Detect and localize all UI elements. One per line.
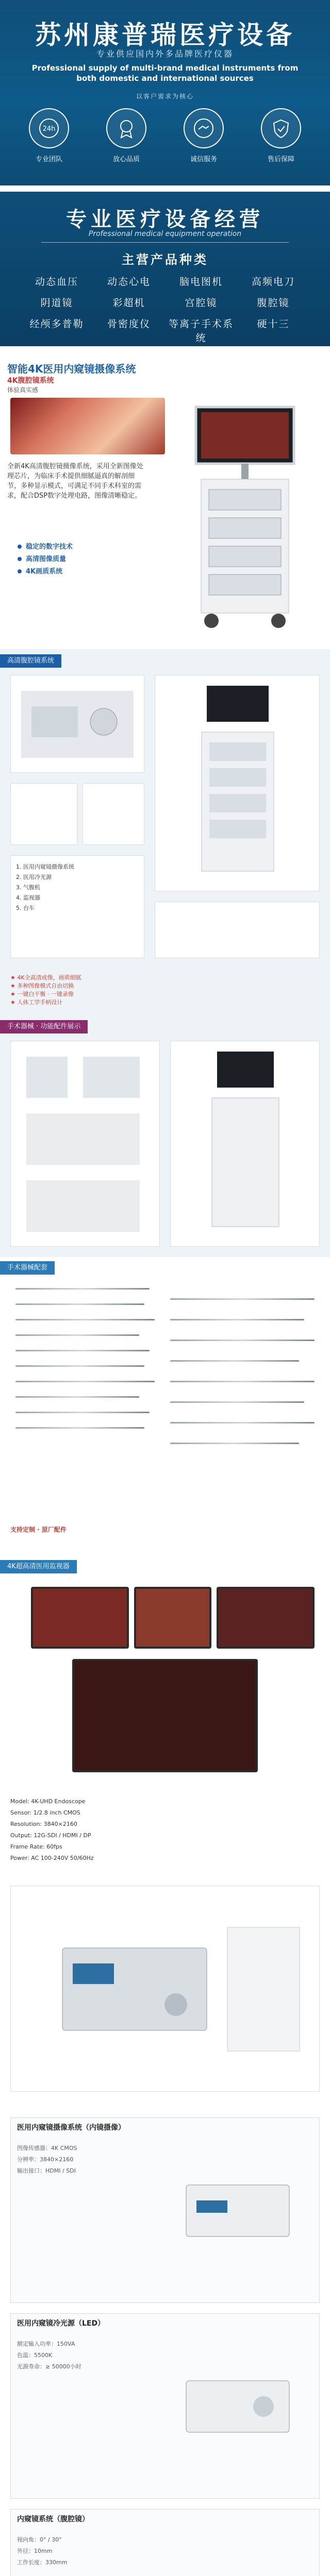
- category-heading: 专业医疗设备经营: [66, 207, 264, 231]
- instrument-rod: [170, 1401, 304, 1403]
- light-cable-photo: [82, 783, 144, 845]
- instrument-rod: [15, 1288, 150, 1290]
- svg-text:24h: 24h: [42, 125, 56, 133]
- intro-description: 全新4K高清腹腔镜摄像系统，采用全新图像处理芯片，为临床手术提供细腻逼真的解剖细节，多种显示模式，可满足不同手术科室的需求，配合DSP数字处理电路，图像清晰稳定。: [7, 463, 143, 500]
- panel-title: 医用内窥镜冷光源（LED）: [17, 2319, 105, 2328]
- instrument-rod: [170, 1298, 315, 1300]
- category-item: 高频电刀: [251, 276, 295, 287]
- instrument-rod: [170, 1443, 299, 1444]
- category-item: 脑电图机: [179, 276, 223, 287]
- instrument-rod: [170, 1319, 304, 1320]
- endoscope-image: [10, 398, 165, 454]
- panel-line: 色温：5500K: [17, 2352, 53, 2359]
- panel-line: 分辨率：3840×2160: [17, 2156, 74, 2163]
- category-item: 彩超机: [112, 297, 145, 309]
- spec-line: Output: 12G-SDI / HDMI / DP: [10, 1832, 91, 1839]
- products-title: 高清腹腔镜系统: [0, 654, 61, 668]
- highlight-item: ★ 人体工学手柄设计: [10, 999, 63, 1006]
- service-item: [21, 108, 77, 163]
- instruments-title: 手术器械配套: [0, 1261, 55, 1275]
- instruments-footer: 支持定制 · 原厂配件: [10, 1526, 67, 1533]
- service-icons: [21, 108, 309, 163]
- monitor-section: [0, 1556, 330, 2102]
- intro-tag2: 体验真实感: [7, 386, 39, 394]
- instrument-rod: [15, 1350, 150, 1351]
- monitor-screen: [217, 1587, 315, 1649]
- service-label: 诚信服务: [190, 156, 217, 163]
- monitor-main: [72, 1659, 258, 1772]
- highlight-item: ★ 多种图像模式自由切换: [10, 982, 74, 989]
- feature-item: 高清图像质量: [18, 553, 131, 563]
- category-item: 经颅多普勒: [29, 318, 84, 330]
- service-item: [253, 108, 309, 163]
- product-photo: [10, 675, 144, 773]
- highlight-item: ★ 一键白平衡 · 一键录像: [10, 991, 74, 997]
- light-source-panel: [10, 2313, 320, 2499]
- monitor-screen: [31, 1587, 129, 1649]
- header-banner: [0, 0, 330, 185]
- medal-icon: [106, 108, 146, 148]
- accessories-title: 手术器械 · 功能配件展示: [0, 1020, 88, 1033]
- instruments-section: [0, 1257, 330, 1546]
- panel-title: 内窥镜系统（腹腔镜）: [17, 2515, 89, 2523]
- category-banner: [0, 192, 330, 346]
- highlights: [10, 974, 139, 1007]
- 24h-icon: [29, 108, 69, 148]
- instrument-rod: [170, 1340, 315, 1341]
- intro-title: 智能4K医用内窥镜摄像系统: [7, 363, 136, 375]
- category-item: 动态心电: [107, 276, 151, 287]
- intro-section: [0, 355, 330, 644]
- accessories-photo: [10, 1041, 160, 1247]
- intro-tag: 4K腹腔镜系统: [7, 377, 54, 385]
- spec-line: Model: 4K-UHD Endoscope: [10, 1798, 86, 1805]
- panel-line: 额定输入功率：150VA: [17, 2341, 75, 2347]
- instrument-rod: [15, 1396, 139, 1398]
- spec-line: Frame Rate: 60fps: [10, 1843, 62, 1850]
- instrument-rod: [170, 1360, 299, 1362]
- scope-panel: [10, 2509, 320, 2576]
- category-item: 阴道镜: [40, 297, 73, 309]
- service-label: 售后保障: [267, 156, 294, 163]
- category-subheading: 主营产品种类: [122, 252, 208, 267]
- handshake-icon: [184, 108, 224, 148]
- category-item: 骨密度仪: [107, 318, 151, 330]
- category-english: Professional medical equipment operation: [88, 230, 242, 238]
- feature-item: 稳定的数字技术: [18, 541, 131, 551]
- cart-photo-2: [170, 1041, 320, 1247]
- feature-item: 4K画质系统: [18, 566, 131, 575]
- camera-head-photo: [10, 783, 77, 845]
- spec-line: 2. 医用冷光源: [16, 874, 52, 880]
- instrument-rod: [170, 1381, 315, 1382]
- instrument-rod: [15, 1381, 155, 1382]
- spec-line: Sensor: 1/2.8 inch CMOS: [10, 1809, 80, 1816]
- endoscope-tower-photo: [155, 675, 320, 891]
- company-english: Professional supply of multi-brand medical instruments from both domestic and international sources: [31, 63, 299, 83]
- spec-panel: [10, 855, 144, 958]
- instrument-rod: [15, 1365, 144, 1367]
- company-title: 苏州康普瑞医疗设备: [35, 20, 295, 50]
- panel-line: 工作长度：330mm: [17, 2559, 68, 2566]
- spec-line: Resolution: 3840×2160: [10, 1821, 77, 1827]
- service-label: 专业团队: [35, 156, 62, 163]
- divider: [41, 242, 289, 243]
- monitor-title: 4K超高清医用监视器: [0, 1560, 77, 1573]
- spec-line: 1. 医用内窥镜摄像系统: [16, 863, 74, 870]
- panel-line: 图像传感器：4K CMOS: [17, 2145, 77, 2151]
- spec-line: 5. 台车: [16, 905, 35, 911]
- monitor-photo: [155, 902, 320, 958]
- instrument-rod: [15, 1319, 155, 1320]
- category-item: 宫腔镜: [185, 297, 218, 309]
- panel-line: 外径：10mm: [17, 2548, 53, 2554]
- spec-line: 3. 气腹机: [16, 884, 40, 891]
- endoscope-cart-image: [180, 402, 309, 634]
- highlight-item: ★ 4K全高清成像，画质细腻: [10, 974, 81, 981]
- spec-line: Power: AC 100-240V 50/60Hz: [10, 1855, 94, 1861]
- spec-line: 4. 监视器: [16, 894, 40, 901]
- service-item: [175, 108, 232, 163]
- instrument-rod: [15, 1412, 150, 1413]
- instrument-rod: [15, 1303, 144, 1305]
- category-grid: [21, 274, 309, 344]
- products-section: [0, 649, 330, 1257]
- monitor-screen: [134, 1587, 211, 1649]
- company-subtitle: 专业供应国内外多品牌医疗仪器: [96, 49, 234, 59]
- category-item: 硬十三: [257, 318, 290, 330]
- service-item: [98, 108, 155, 163]
- category-item: 等离子手术系统: [168, 318, 234, 344]
- device-photo: [10, 1886, 320, 2092]
- company-slogan: 以客户需求为核心: [136, 93, 194, 100]
- camera-system-panel: [10, 2117, 320, 2303]
- service-label: 放心品质: [112, 156, 140, 163]
- category-item: 动态血压: [35, 276, 78, 287]
- panel-line: 光源寿命：≥ 50000小时: [17, 2363, 81, 2370]
- panel-title: 医用内窥镜摄像系统（内镜摄像）: [17, 2124, 125, 2132]
- instrument-rod: [170, 1422, 315, 1423]
- panel-line: 视向角：0° / 30°: [17, 2536, 62, 2543]
- panel-line: 输出接口：HDMI / SDI: [17, 2167, 76, 2174]
- instrument-rod: [15, 1427, 144, 1429]
- category-item: 腹腔镜: [257, 297, 290, 309]
- parts-section: [0, 2107, 330, 2576]
- instrument-rod: [15, 1334, 139, 1336]
- shield-icon: [261, 108, 301, 148]
